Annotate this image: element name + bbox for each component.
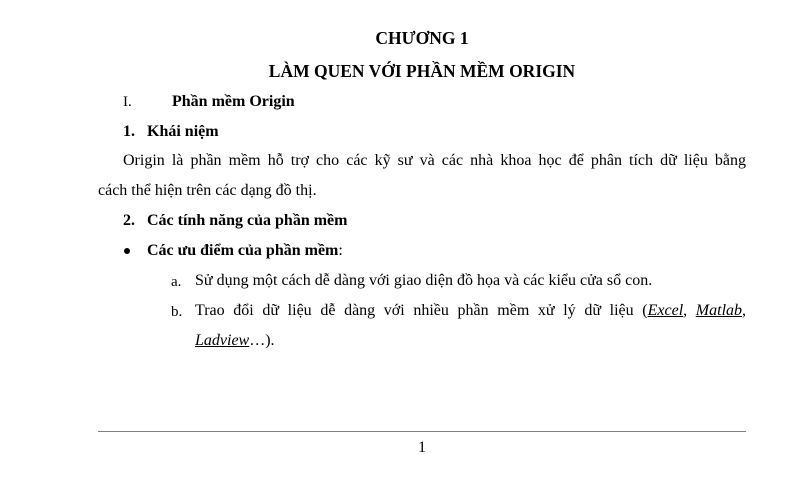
section-marker: I.: [123, 94, 132, 110]
list-item-b-marker: b.: [171, 304, 183, 320]
bullet-dot-icon: [124, 248, 130, 254]
link-ladview[interactable]: Ladview: [195, 332, 250, 349]
subsection-2-heading: Các tính năng của phần mềm: [147, 212, 348, 229]
list-item-b-line-1: [195, 301, 746, 321]
link-matlab[interactable]: Matlab: [695, 302, 743, 319]
chapter-title: LÀM QUEN VỚI PHẦN MỀM ORIGIN: [268, 61, 576, 81]
section-heading: Phần mềm Origin: [172, 93, 295, 110]
list-item-a-text: Sử dụng một cách dễ dàng với giao diện đồ họa và các kiểu cửa sổ con.: [195, 272, 653, 289]
bullet-heading: Các ưu điểm của phần mềm: [147, 242, 339, 259]
list-item-b-sep-2: ,: [742, 302, 747, 319]
list-item-b-line-2: [195, 331, 275, 351]
list-item-a-marker: a.: [171, 274, 182, 290]
link-excel[interactable]: Excel: [647, 302, 684, 319]
page-number: 1: [418, 439, 426, 456]
subsection-2-marker: 2.: [123, 212, 135, 229]
paragraph-line-2: cách thể hiện trên các dạng đồ thị.: [98, 182, 317, 199]
footer-rule: [98, 431, 746, 432]
chapter-number: CHƯƠNG 1: [375, 28, 469, 48]
list-item-b-sep-1: ,: [683, 302, 696, 319]
paragraph-line-1: Origin là phần mềm hỗ trợ cho các kỹ sư và các nhà khoa học để phân tích dữ liệu bằng: [123, 152, 746, 169]
bullet-colon: :: [338, 242, 343, 259]
subsection-1-heading: Khái niệm: [147, 123, 219, 140]
subsection-1-marker: 1.: [123, 123, 135, 140]
bullet-heading-row: [147, 241, 343, 261]
list-item-b-text-after: …).: [249, 332, 275, 349]
list-item-b-text-before: Trao đổi dữ liệu dễ dàng với nhiều phần mềm xử lý dữ liệu (: [195, 302, 648, 319]
